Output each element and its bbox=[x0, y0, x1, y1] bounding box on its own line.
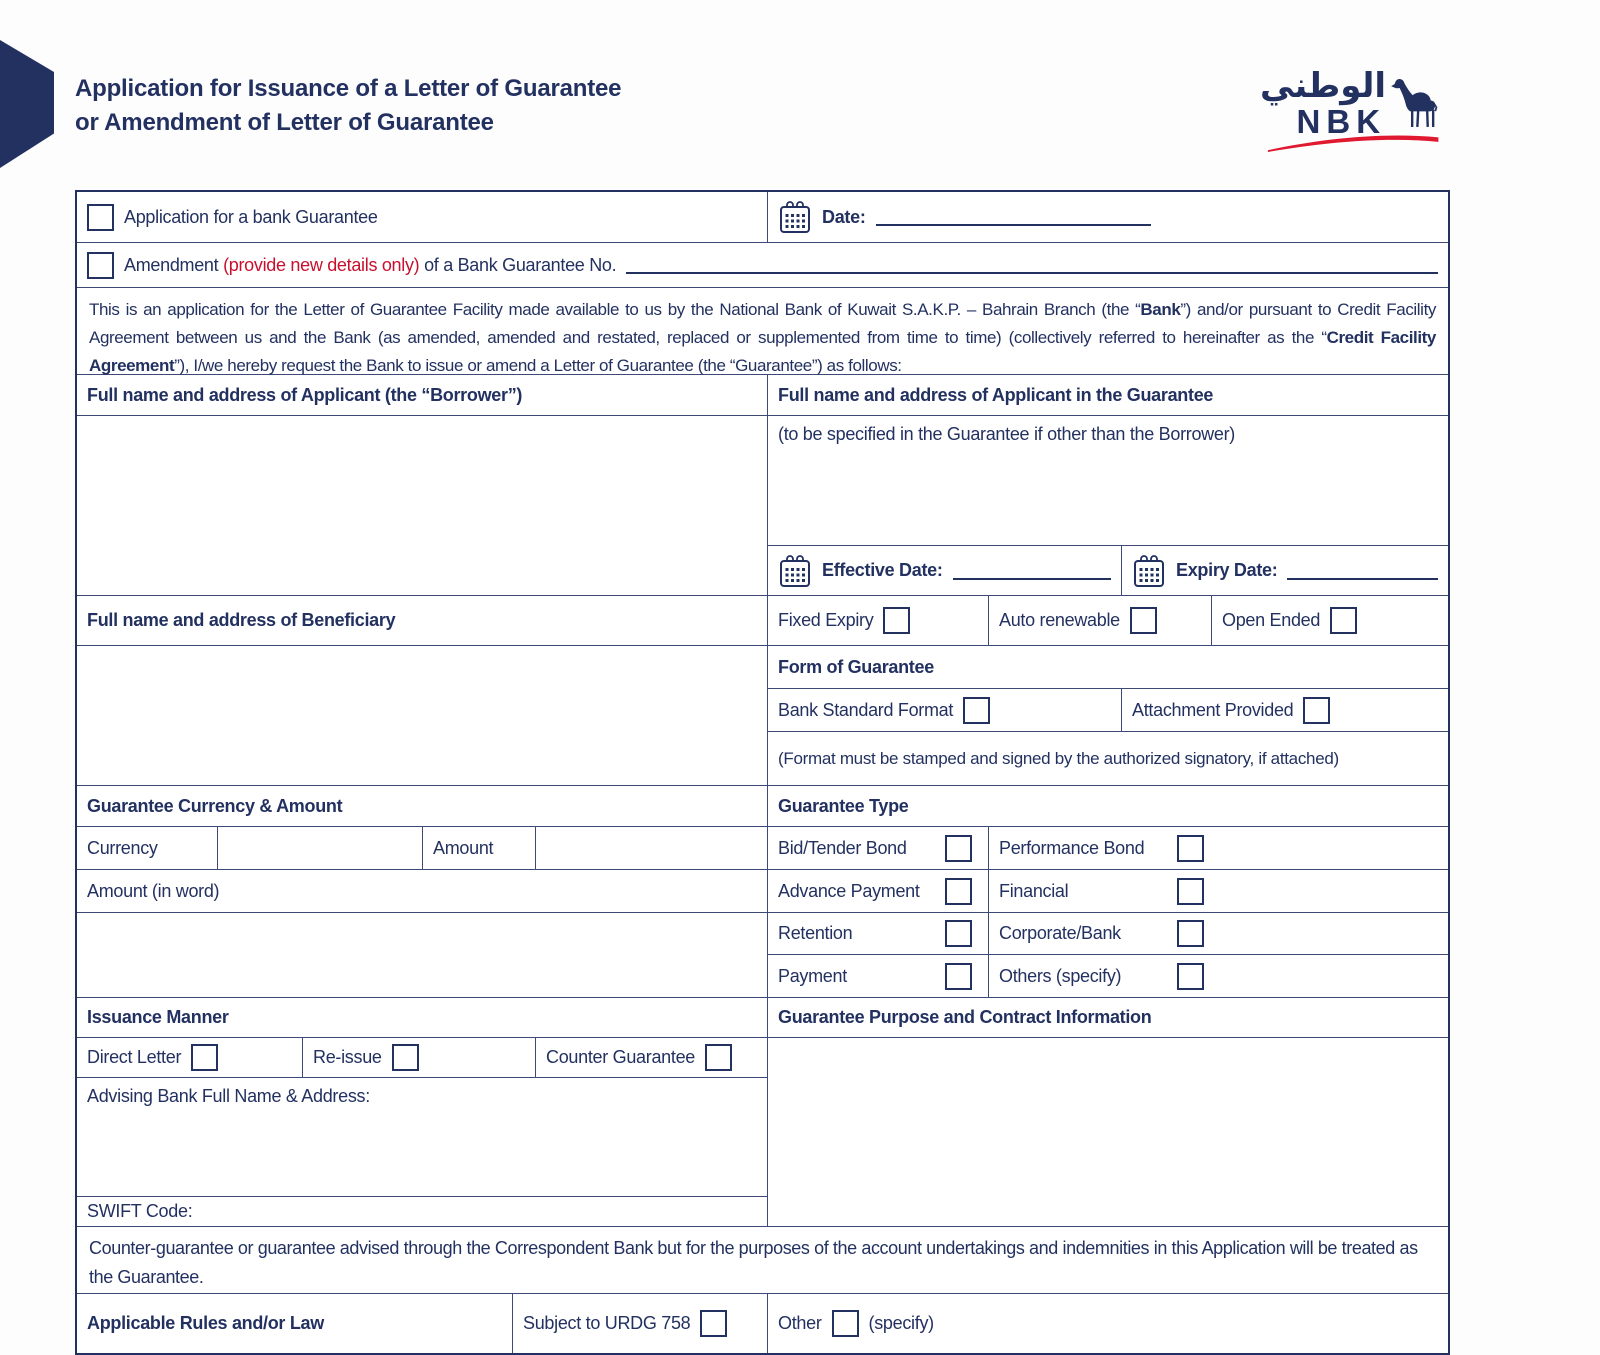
retention-checkbox[interactable] bbox=[945, 920, 972, 947]
counter-guarantee-note: Counter-guarantee or guarantee advised through the Correspondent Bank but for the purposes of the account undertakings and indemnities in this Application will be treated as the Guarantee. bbox=[89, 1238, 1418, 1287]
financial-cell bbox=[988, 870, 1448, 912]
application-type-cell bbox=[77, 192, 767, 242]
currency-input-cell[interactable] bbox=[217, 827, 422, 869]
fixed-expiry-cell bbox=[768, 596, 988, 645]
amount-label-cell bbox=[422, 827, 535, 869]
date-input-line[interactable] bbox=[876, 208, 1151, 226]
counter-guarantee-label: Counter Guarantee bbox=[546, 1047, 695, 1067]
nbk-logo bbox=[1260, 64, 1450, 157]
performance-bond-label: Performance Bond bbox=[999, 837, 1145, 858]
financial-checkbox[interactable] bbox=[1177, 878, 1204, 905]
urdg-label: Subject to URDG 758 bbox=[523, 1313, 691, 1333]
beneficiary-input-area[interactable] bbox=[77, 646, 767, 785]
applicant-guarantee-input-area[interactable] bbox=[768, 416, 1448, 545]
bank-standard-format-cell bbox=[768, 689, 1121, 731]
performance-bond-cell bbox=[988, 827, 1448, 869]
swift-code-label: SWIFT Code: bbox=[87, 1201, 193, 1221]
nbk-logo-latin-text: NBK bbox=[1296, 103, 1387, 140]
effective-date-cell bbox=[768, 546, 1121, 595]
form-of-guarantee-header: Form of Guarantee bbox=[778, 656, 934, 677]
bid-tender-bond-label: Bid/Tender Bond bbox=[778, 837, 907, 858]
nbk-logo-arabic-text: الوطني bbox=[1260, 66, 1387, 106]
intro-paragraph: This is an application for the Letter of Guarantee Facility made available to us by the National Bank of Kuwait S.A.K.P. – Bahrain Branch (the “Bank”) and/or pursuant to Credit Facility Agreement between us and the Bank (as amended, amended and restated, replaced or supplemented from time to time) (collectively referred to hereinafter as the “Credit Facility Agreement”), I/we hereby request the Bank to issue or amend a Letter of Guarantee (the “Guarantee”) as follows: bbox=[89, 300, 1436, 375]
date-label: Date: bbox=[822, 206, 866, 227]
applicable-rules-header: Applicable Rules and/or Law bbox=[87, 1313, 324, 1333]
amount-in-word-input-area[interactable] bbox=[77, 913, 767, 997]
amount-in-word-label: Amount (in word) bbox=[87, 880, 220, 901]
guarantee-number-input-line[interactable] bbox=[626, 256, 1438, 274]
open-ended-checkbox[interactable] bbox=[1330, 607, 1357, 634]
currency-label: Currency bbox=[87, 837, 158, 858]
corporate-bank-cell bbox=[988, 913, 1448, 954]
advance-payment-cell bbox=[768, 870, 988, 912]
logo-red-swoosh bbox=[1260, 130, 1450, 152]
guarantee-purpose-input-area[interactable] bbox=[768, 1038, 1448, 1226]
effective-date-label: Effective Date: bbox=[822, 560, 943, 580]
expiry-date-input-line[interactable] bbox=[1287, 562, 1438, 580]
urdg-cell bbox=[512, 1294, 767, 1353]
reissue-checkbox[interactable] bbox=[392, 1044, 419, 1071]
amount-label: Amount bbox=[433, 837, 494, 858]
direct-letter-cell bbox=[77, 1038, 302, 1077]
auto-renewable-label: Auto renewable bbox=[999, 610, 1120, 630]
currency-amount-header: Guarantee Currency & Amount bbox=[87, 795, 343, 816]
beneficiary-header: Full name and address of Beneficiary bbox=[87, 610, 396, 630]
calendar-icon bbox=[778, 554, 812, 588]
others-specify-cell bbox=[988, 955, 1448, 997]
auto-renewable-checkbox[interactable] bbox=[1130, 607, 1157, 634]
currency-label-cell bbox=[77, 827, 217, 869]
amount-input-cell[interactable] bbox=[535, 827, 767, 869]
format-note: (Format must be stamped and signed by the authorized signatory, if attached) bbox=[778, 748, 1339, 768]
application-form-table bbox=[75, 190, 1450, 1355]
page-header bbox=[75, 66, 1450, 140]
amendment-checkbox[interactable] bbox=[87, 252, 114, 279]
amendment-cell bbox=[77, 243, 1448, 287]
payment-cell bbox=[768, 955, 988, 997]
expiry-date-label: Expiry Date: bbox=[1176, 560, 1278, 580]
counter-guarantee-cell bbox=[535, 1038, 767, 1077]
corporate-bank-checkbox[interactable] bbox=[1177, 920, 1204, 947]
guarantee-purpose-header: Guarantee Purpose and Contract Information bbox=[778, 1007, 1152, 1027]
issuance-manner-header: Issuance Manner bbox=[87, 1007, 229, 1027]
advance-payment-label: Advance Payment bbox=[778, 880, 920, 901]
others-specify-label: Others (specify) bbox=[999, 965, 1122, 986]
urdg-checkbox[interactable] bbox=[700, 1310, 727, 1337]
other-rules-checkbox[interactable] bbox=[832, 1310, 859, 1337]
attachment-provided-cell bbox=[1121, 689, 1448, 731]
payment-checkbox[interactable] bbox=[945, 963, 972, 990]
application-bank-guarantee-label: Application for a bank Guarantee bbox=[124, 206, 378, 227]
application-bank-guarantee-checkbox[interactable] bbox=[87, 204, 114, 231]
retention-cell bbox=[768, 913, 988, 954]
bank-standard-format-checkbox[interactable] bbox=[963, 697, 990, 724]
fixed-expiry-checkbox[interactable] bbox=[883, 607, 910, 634]
calendar-icon bbox=[1132, 554, 1166, 588]
others-specify-checkbox[interactable] bbox=[1177, 963, 1204, 990]
calendar-icon bbox=[778, 200, 812, 234]
auto-renewable-cell bbox=[988, 596, 1211, 645]
advising-bank-label: Advising Bank Full Name & Address: bbox=[87, 1086, 370, 1106]
date-cell bbox=[767, 192, 1448, 242]
bid-tender-bond-checkbox[interactable] bbox=[945, 835, 972, 862]
direct-letter-checkbox[interactable] bbox=[191, 1044, 218, 1071]
reissue-label: Re-issue bbox=[313, 1047, 382, 1067]
advising-bank-input-area[interactable] bbox=[77, 1078, 767, 1196]
performance-bond-checkbox[interactable] bbox=[1177, 835, 1204, 862]
other-rules-specify-label: (specify) bbox=[868, 1313, 934, 1333]
attachment-provided-label: Attachment Provided bbox=[1132, 699, 1294, 720]
guarantee-type-header: Guarantee Type bbox=[778, 795, 909, 816]
page-title-line2: or Amendment of Letter of Guarantee bbox=[75, 109, 494, 136]
expiry-date-cell bbox=[1121, 546, 1448, 595]
effective-date-input-line[interactable] bbox=[953, 562, 1111, 580]
other-rules-label: Other bbox=[778, 1313, 822, 1333]
applicant-guarantee-note: (to be specified in the Guarantee if other than the Borrower) bbox=[778, 424, 1235, 444]
direct-letter-label: Direct Letter bbox=[87, 1047, 182, 1067]
corner-banner bbox=[0, 40, 54, 168]
reissue-cell bbox=[302, 1038, 535, 1077]
retention-label: Retention bbox=[778, 923, 853, 943]
applicant-guarantee-header: Full name and address of Applicant in the Guarantee bbox=[778, 384, 1214, 405]
page-title-line1: Application for Issuance of a Letter of Guarantee bbox=[75, 75, 622, 102]
open-ended-label: Open Ended bbox=[1222, 610, 1321, 630]
advance-payment-checkbox[interactable] bbox=[945, 878, 972, 905]
attachment-provided-checkbox[interactable] bbox=[1303, 697, 1330, 724]
payment-label: Payment bbox=[778, 965, 847, 986]
page-title bbox=[75, 72, 621, 140]
borrower-header: Full name and address of Applicant (the “Borrower”) bbox=[87, 384, 523, 405]
fixed-expiry-label: Fixed Expiry bbox=[778, 610, 874, 630]
open-ended-cell bbox=[1211, 596, 1448, 645]
bank-standard-format-label: Bank Standard Format bbox=[778, 699, 954, 720]
financial-label: Financial bbox=[999, 880, 1069, 901]
counter-guarantee-checkbox[interactable] bbox=[705, 1044, 732, 1071]
other-rules-cell bbox=[767, 1294, 1448, 1353]
swift-code-cell[interactable] bbox=[77, 1197, 767, 1226]
borrower-input-area[interactable] bbox=[77, 416, 767, 595]
corporate-bank-label: Corporate/Bank bbox=[999, 923, 1121, 943]
amendment-label: Amendment (provide new details only) of a Bank Guarantee No. bbox=[124, 254, 617, 275]
bid-tender-bond-cell bbox=[768, 827, 988, 869]
